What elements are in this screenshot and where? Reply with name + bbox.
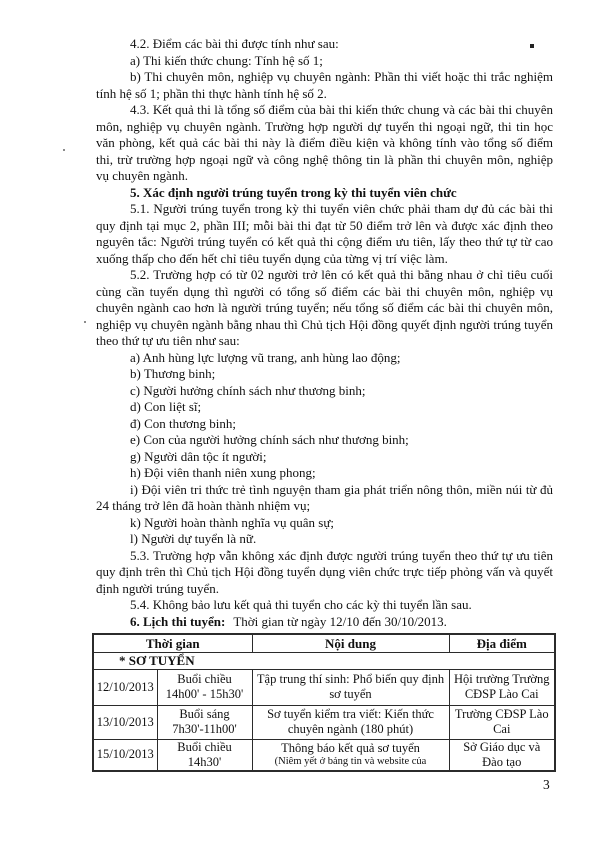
- priority-item-d: d) Con liệt sĩ;: [130, 399, 202, 414]
- cell-content: Sơ tuyển kiểm tra viết: Kiến thức chuyên ngành (180 phút): [252, 705, 449, 739]
- content-main: Thông báo kết quả sơ tuyển: [281, 741, 420, 756]
- priority-item-c: c) Người hưởng chính sách như thương binh;: [130, 382, 366, 398]
- section-heading-6: [96, 614, 553, 631]
- content-note: (Niêm yết ở bảng tin và website của: [274, 756, 427, 768]
- priority-item-e: e) Con của người hưởng chính sách như thương binh;: [130, 432, 409, 447]
- session-label: Buổi chiều: [177, 739, 232, 754]
- cell-location: Trường CĐSP Lào Cai: [449, 705, 555, 739]
- table-row: [93, 669, 555, 705]
- paragraph-4-3: 4.3. Kết quả thi là tổng số điểm của bài thi kiến thức chung và các bài thi chuyên môn, nghiệp vụ chuyên ngành. Trường hợp người dự tuyển thi ngoại ngữ, thi tin học văn phòng, kết quả các bài thi này là điểm điều kiện và không tính vào tổng số điểm thi, trừ trường hợp ngoại ngữ và công nghệ thông tin là phần thi chuyên môn, nghiệp vụ chuyên ngành.: [96, 102, 553, 183]
- body-text: [96, 36, 553, 630]
- priority-item-l: l) Người dự tuyển là nữ.: [130, 531, 257, 546]
- cell-content: Tập trung thí sinh: Phổ biến quy định sơ tuyển: [252, 669, 449, 705]
- priority-item-g: g) Người dân tộc ít người;: [130, 448, 267, 464]
- scan-artifact-dot: [63, 149, 65, 151]
- paragraph-5-2: 5.2. Trường hợp có từ 02 người trở lên có kết quả thi bằng nhau ở chỉ tiêu cuối cùng cần tuyển dụng thì người có tổng số điểm các bài thi chuyên môn, nghiệp vụ chuyên ngành cao hơn là người trúng tuyển; nếu tổng số điểm các bài thi chuyên môn, nghiệp vụ chuyên ngành bằng nhau thì Chủ tịch Hội đồng quyết định người trúng tuyển theo thứ tự ưu tiên như sau:: [96, 267, 553, 348]
- list-item-a: a) Thi kiến thức chung: Tính hệ số 1;: [130, 52, 323, 68]
- list-item-b: b) Thi chuyên môn, nghiệp vụ chuyên ngành: Phần thi viết hoặc thi trắc nghiệm tính hệ số 1; phần thi thực hành tính hệ số 2.: [96, 69, 553, 101]
- table-section-row: [93, 652, 555, 669]
- priority-item-h: h) Đội viên thanh niên xung phong;: [130, 465, 316, 480]
- cell-time: [157, 669, 252, 705]
- priority-item-k: k) Người hoàn thành nghĩa vụ quân sự;: [130, 514, 335, 530]
- table-row: [93, 739, 555, 771]
- table-row: [93, 705, 555, 739]
- session-label: Buổi chiều: [177, 672, 232, 686]
- header-time: Thời gian: [93, 634, 252, 652]
- priority-item-b: b) Thương binh;: [130, 366, 216, 381]
- cell-date: 12/10/2013: [93, 669, 157, 705]
- priority-item-dd: đ) Con thương binh;: [130, 415, 237, 431]
- cell-date: 15/10/2013: [93, 739, 157, 771]
- paragraph-4-2: 4.2. Điểm các bài thi được tính như sau:: [130, 36, 339, 51]
- time-range: 14h30': [187, 754, 222, 769]
- cell-content: [252, 739, 449, 771]
- header-location: Địa điểm: [449, 634, 555, 652]
- cell-date: 13/10/2013: [93, 705, 157, 739]
- scan-artifact-dot: [84, 321, 86, 323]
- paragraph-5-4: 5.4. Không bảo lưu kết quả thi tuyển cho các kỳ thi tuyển lần sau.: [130, 597, 472, 612]
- time-range: 14h00' - 15h30': [165, 687, 244, 701]
- schedule-heading-label: 6. Lịch thi tuyển:: [130, 613, 226, 629]
- priority-item-a: a) Anh hùng lực lượng vũ trang, anh hùng lao động;: [130, 349, 401, 365]
- paragraph-5-1: 5.1. Người trúng tuyển trong kỳ thi tuyển viên chức phải tham dự đủ các bài thi quy định tại mục 2, phần III; mỗi bài thi đạt từ 50 điểm trở lên và được xác định theo nguyên tắc: Người trúng tuyển có kết quả thi cộng điểm ưu tiên, lấy theo thứ tự từ cao xuống thấp cho đến hết chỉ tiêu tuyển dụng của từng vị trí việc làm.: [96, 201, 553, 266]
- section-heading-5: 5. Xác định người trúng tuyển trong kỳ thi tuyển viên chức: [130, 184, 457, 200]
- time-range: 7h30'-11h00': [172, 722, 237, 736]
- exam-schedule-table: [92, 633, 556, 772]
- session-label: Buổi sáng: [179, 707, 230, 721]
- paragraph-5-3: 5.3. Trường hợp vẫn không xác định được người trúng tuyển theo thứ tự ưu tiên quy định trên thì Chủ tịch Hội đồng tuyển dụng viên chức trực tiếp phỏng vấn và quyết định người trúng tuyển.: [96, 547, 553, 596]
- page-number: 3: [543, 777, 550, 792]
- schedule-heading-text: Thời gian từ ngày 12/10 đến 30/10/2013.: [233, 613, 447, 629]
- cell-location: Sở Giáo dục và Đào tạo: [449, 739, 555, 771]
- table-header-row: [93, 634, 555, 652]
- section-label: * SƠ TUYỂN: [93, 652, 555, 669]
- cell-time: [157, 739, 252, 771]
- cell-location: Hội trường Trường CĐSP Lào Cai: [449, 669, 555, 705]
- priority-item-i: i) Đội viên tri thức trẻ tình nguyện tham gia phát triển nông thôn, miền núi từ đủ 24 tháng trở lên đã hoàn thành nhiệm vụ;: [96, 481, 553, 513]
- cell-time: [157, 705, 252, 739]
- header-content: Nội dung: [252, 634, 449, 652]
